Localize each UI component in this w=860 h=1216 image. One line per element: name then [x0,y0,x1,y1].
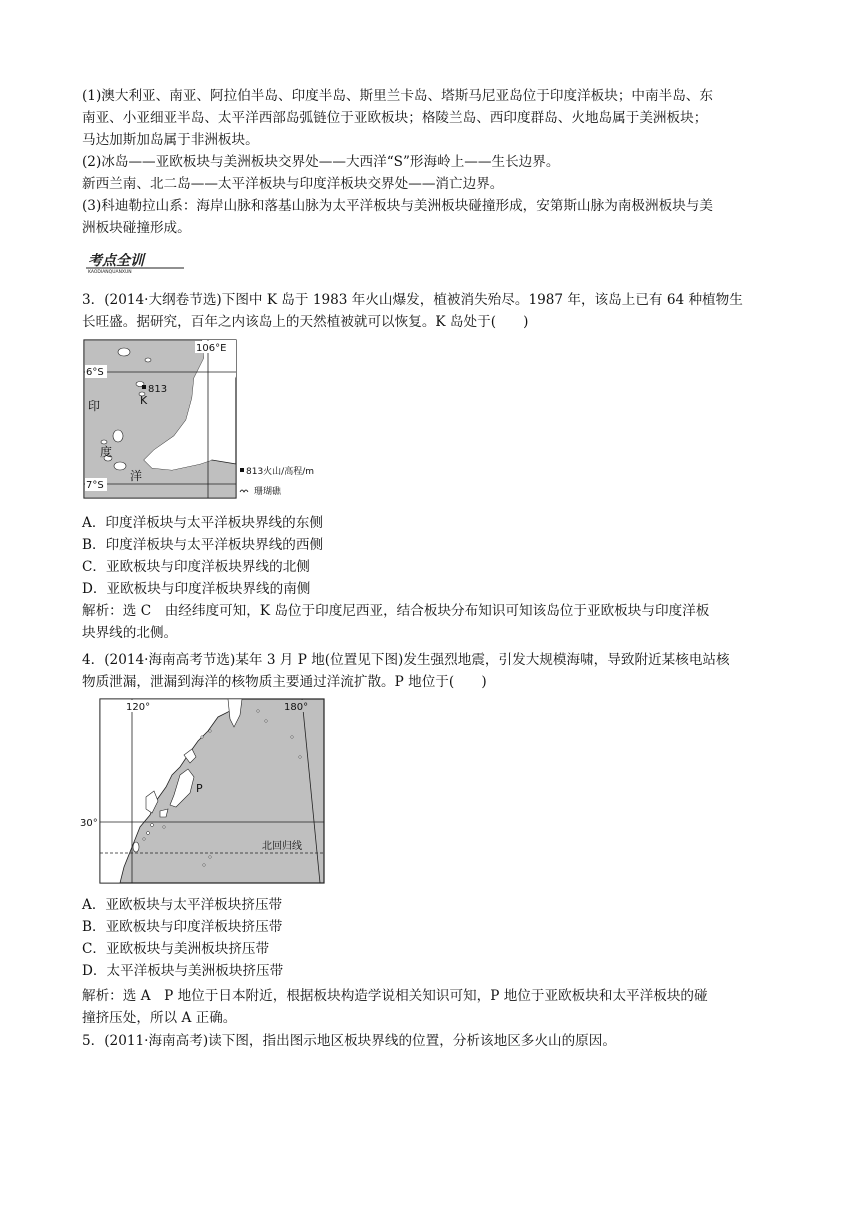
q3-option-d: D．亚欧板块与印度洋板块界线的南侧 [82,581,311,597]
q3-legend-volcano-icon [240,468,244,472]
q3-stem: 长旺盛。据研究，百年之内该岛上的天然植被就可以恢复。K 岛处于( ) [82,314,529,330]
q4-map-lon-left: 120° [126,702,151,713]
q4-map-lat-label: 30° [80,818,98,829]
q3-legend-reef: 珊瑚礁 [254,487,282,497]
q3-legend-volcano: 813火山/高程/m [246,467,315,477]
section-banner [86,252,186,274]
q3-volcano-icon [142,385,146,389]
q4-stem: 物质泄漏，泄漏到海洋的核物质主要通过洋流扩散。P 地位于( ) [82,674,487,690]
q3-map-island-label: K [140,394,148,407]
q3-map [82,338,352,500]
intro-line: 南亚、小亚细亚半岛、太平洋西部岛弧链位于亚欧板块；格陵兰岛、西印度群岛、火地岛属于美洲板块； [82,110,708,126]
section-banner-title: 考点全训 [88,253,144,269]
q3-map-volcano-label: 813 [148,384,168,395]
q4-map-tropic-label: 北回归线 [262,841,302,852]
q3-map-lon-label: 106°E [196,343,227,354]
section-banner-subtitle: KAODIANQUANXUN [88,270,132,274]
q4-option-b: B．亚欧板块与印度洋板块挤压带 [82,919,283,935]
q4-option-a: A．亚欧板块与太平洋板块挤压带 [82,897,283,913]
q3-option-c: C．亚欧板块与印度洋板块界线的北侧 [82,559,310,575]
q4-analysis: 撞挤压处，所以 A 正确。 [82,1010,237,1026]
q4-option-c: C．亚欧板块与美洲板块挤压带 [82,941,270,957]
intro-line: (1)澳大利亚、南亚、阿拉伯半岛、印度半岛、斯里兰卡岛、塔斯马尼亚岛位于印度洋板块；中南半岛、东 [82,88,713,104]
intro-line: (2)冰岛——亚欧板块与美洲板块交界处——大西洋“S”形海岭上——生长边界。 [82,154,560,170]
q4-map-lon-right: 180° [284,702,309,713]
intro-line: 新西兰南、北二岛——太平洋板块与印度洋板块交界处——消亡边界。 [82,176,504,192]
q4-analysis: 解析：选 A P 地位于日本附近，根据板块构造学说相关知识可知，P 地位于亚欧板块和太平洋板块的碰 [82,988,708,1004]
q4-map-point-label: P [196,782,203,795]
q3-stem: 3．(2014·大纲卷节选)下图中 K 岛于 1983 年火山爆发，植被消失殆尽。1987 年，该岛上已有 64 种植物生 [82,292,743,308]
intro-line: 马达加斯加岛属于非洲板块。 [82,132,259,148]
q3-option-a: A．印度洋板块与太平洋板块界线的东侧 [82,515,323,531]
q3-map-ocean-1: 印 [88,399,101,413]
q3-analysis: 块界线的北侧。 [82,625,178,641]
q3-map-ocean-2: 度 [100,445,113,459]
q3-analysis: 解析：选 C 由经纬度可知，K 岛位于印度尼西亚，结合板块分布知识可知该岛位于亚欧板块与印度洋板 [82,603,710,619]
q4-option-d: D．太平洋板块与美洲板块挤压带 [82,963,284,979]
q5-stem: 5．(2011·海南高考)读下图，指出图示地区板块界线的位置，分析该地区多火山的原因。 [82,1033,616,1049]
q4-stem: 4．(2014·海南高考节选)某年 3 月 P 地(位置见下图)发生强烈地震，引发大规模海啸，导致附近某核电站核 [82,652,730,668]
intro-line: 洲板块碰撞形成。 [82,220,191,236]
q3-map-ocean-3: 洋 [130,469,143,483]
q4-map [80,697,330,887]
q3-option-b: B．印度洋板块与太平洋板块界线的西侧 [82,537,324,553]
q3-legend-reef-icon [240,490,248,492]
q3-map-lat-top: 6°S [86,367,104,378]
q3-map-lat-bottom: 7°S [86,480,104,491]
intro-line: (3)科迪勒拉山系：海岸山脉和落基山脉为太平洋板块与美洲板块碰撞形成，安第斯山脉为南极洲板块与美 [82,198,713,214]
